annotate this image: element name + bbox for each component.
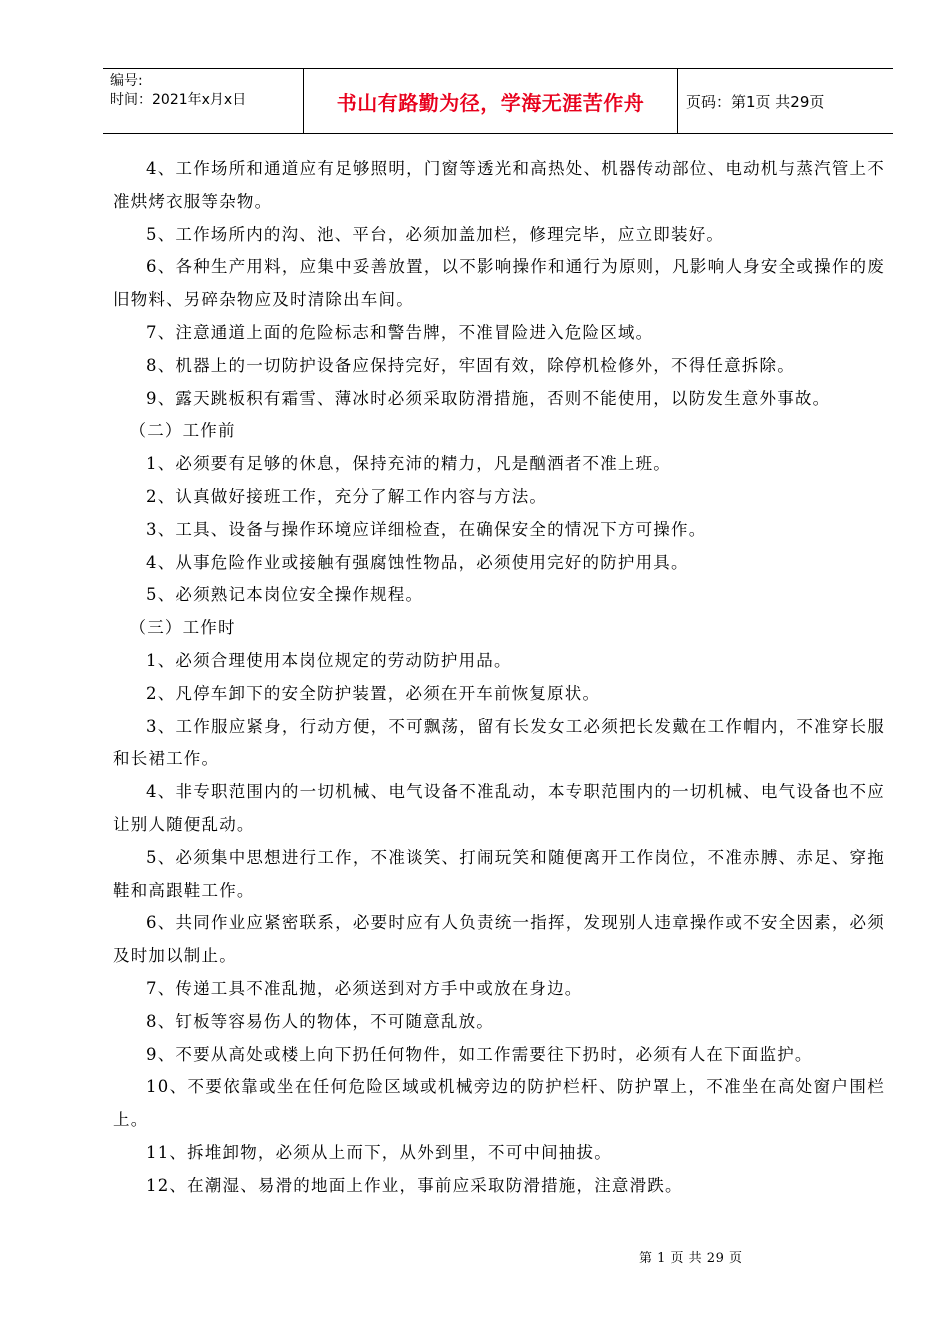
document-number-label: 编号: [110,73,143,89]
paragraph: 7、注意通道上面的危险标志和警告牌，不准冒险进入危险区域。 [146,322,654,342]
paragraph: 8、机器上的一切防护设备应保持完好，牢固有效，除停机检修外，不得任意拆除。 [146,355,795,375]
paragraph: 8、钉板等容易伤人的物体，不可随意乱放。 [146,1011,494,1031]
paragraph: 6、共同作业应紧密联系，必要时应有人负责统一指挥，发现别人违章操作或不安全因素，必须及时加以制止。 [113,913,885,966]
section-heading: （三）工作时 [129,618,236,638]
paragraph: 2、认真做好接班工作，充分了解工作内容与方法。 [146,486,548,506]
paragraph: 4、工作场所和通道应有足够照明，门窗等透光和高热处、机器传动部位、电动机与蒸汽管上不准烘烤衣服等杂物。 [113,159,885,211]
header-table [103,68,893,134]
header-meta-cell [103,69,304,133]
paragraph: 2、凡停车卸下的安全防护装置，必须在开车前恢复原状。 [146,683,601,703]
paragraph: 1、必须合理使用本岗位规定的劳动防护用品。 [146,650,512,670]
paragraph: 6、各种生产用料，应集中妥善放置，以不影响操作和通行为原则，凡影响人身安全或操作的废旧物料、另碎杂物应及时清除出车间。 [113,257,885,310]
document-date-label: 时间：2021年x月x日 [110,92,247,108]
paragraph: 10、不要依靠或坐在任何危险区域或机械旁边的防护栏杆、防护罩上，不准坐在高处窗户围栏上。 [113,1077,885,1130]
paragraph: 11、拆堆卸物，必须从上而下，从外到里，不可中间抽拔。 [146,1142,612,1162]
paragraph: 4、非专职范围内的一切机械、电气设备不准乱动，本专职范围内的一切机械、电气设备也不应让别人随便乱动。 [113,782,885,834]
paragraph: 3、工作服应紧身，行动方便，不可飘荡，留有长发女工必须把长发戴在工作帽内，不准穿长服和长裙工作。 [113,716,885,769]
page-footer: 第 1 页 共 29 页 [639,1251,743,1266]
document-body [113,153,885,1203]
paragraph: 5、必须集中思想进行工作，不准谈笑、打闹玩笑和随便离开工作岗位，不准赤膊、赤足、穿拖鞋和高跟鞋工作。 [113,847,885,900]
paragraph: 5、工作场所内的沟、池、平台，必须加盖加栏，修理完毕，应立即装好。 [146,224,725,244]
paragraph: 4、从事危险作业或接触有强腐蚀性物品，必须使用完好的防护用具。 [146,552,689,572]
paragraph: 3、工具、设备与操作环境应详细检查，在确保安全的情况下方可操作。 [146,519,707,539]
header-page-info: 页码：第1页 共29页 [686,92,825,111]
paragraph: 5、必须熟记本岗位安全操作规程。 [146,585,424,605]
header-motto: 书山有路勤为径，学海无涯苦作舟 [304,69,678,133]
paragraph: 7、传递工具不准乱抛，必须送到对方手中或放在身边。 [146,978,583,998]
paragraph: 9、不要从高处或楼上向下扔任何物件，如工作需要往下扔时，必须有人在下面监护。 [146,1044,813,1064]
section-heading: （二）工作前 [129,421,236,441]
paragraph: 9、露天跳板积有霜雪、薄冰时必须采取防滑措施，否则不能使用，以防发生意外事故。 [146,388,831,408]
paragraph: 1、必须要有足够的休息，保持充沛的精力，凡是酗酒者不准上班。 [146,454,671,474]
paragraph: 12、在潮湿、易滑的地面上作业，事前应采取防滑措施，注意滑跌。 [146,1175,683,1195]
